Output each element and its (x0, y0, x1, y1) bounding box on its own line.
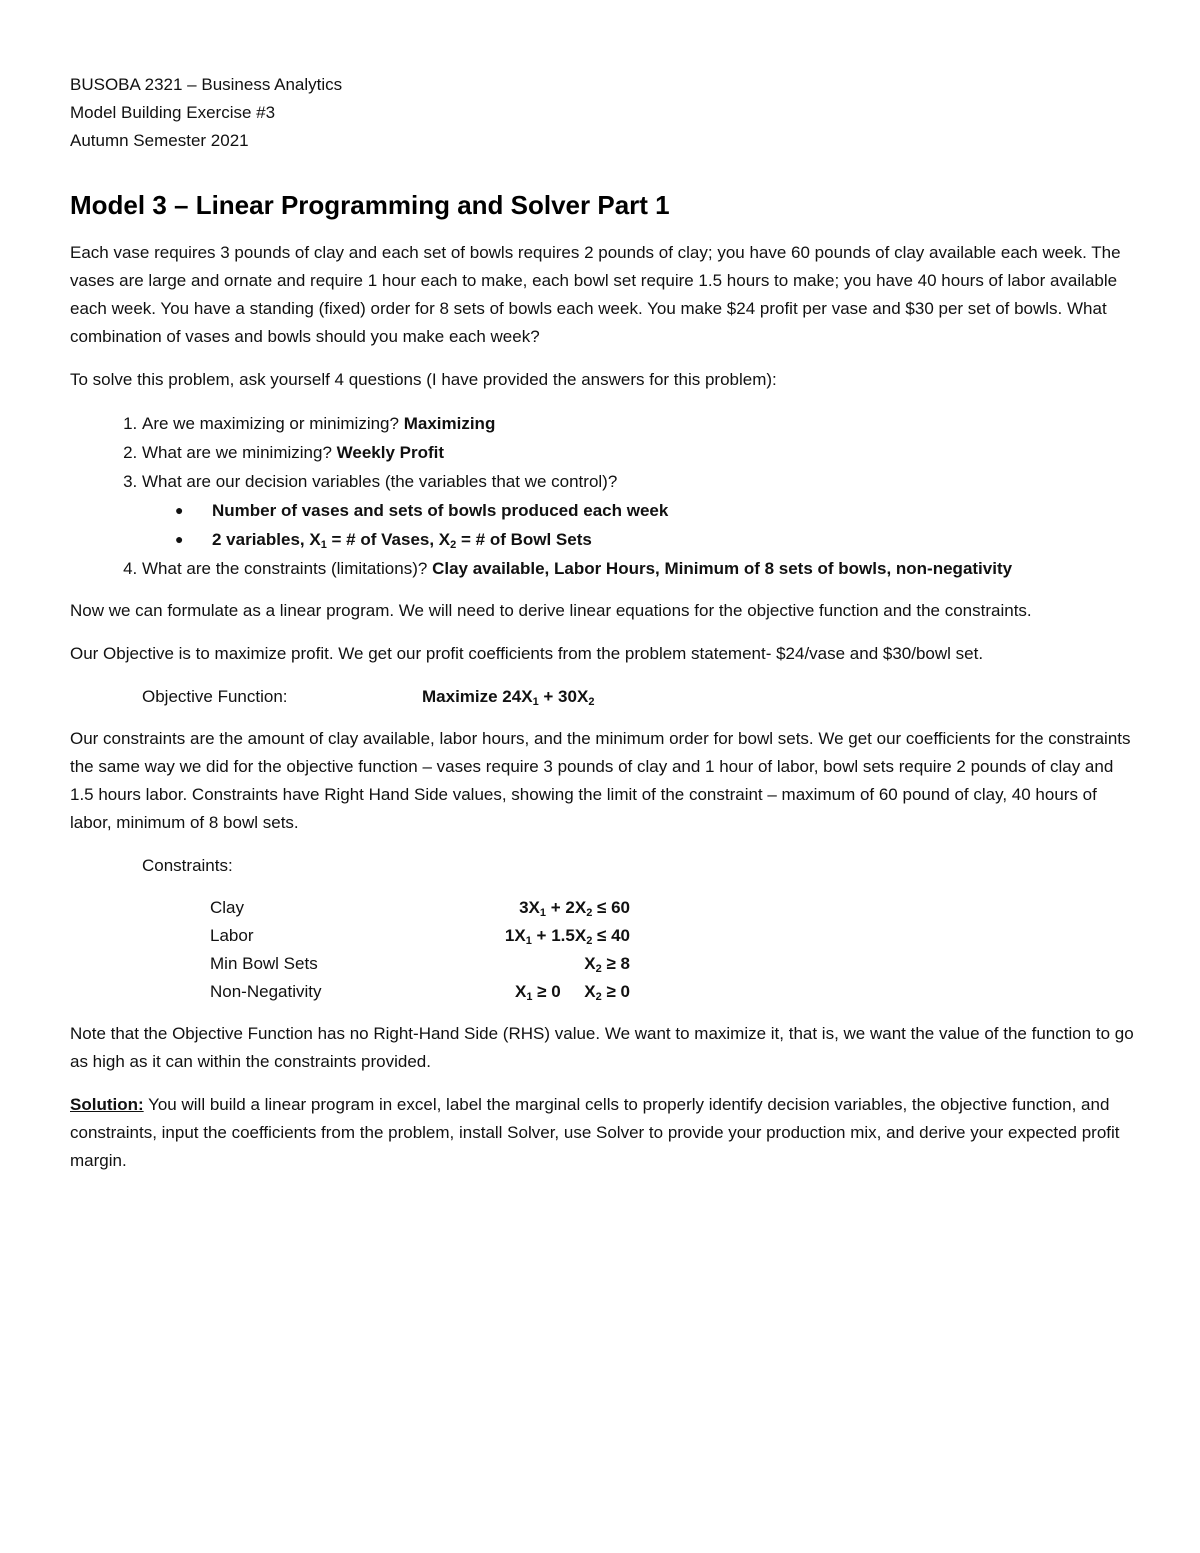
objective-function (142, 683, 1140, 711)
question-item: 2. What are we minimizing? Weekly Profit (142, 438, 1140, 467)
objective-paragraph: Our Objective is to maximize profit. We get our profit coefficients from the problem statement- $24/vase and $30/bowl set. (70, 644, 984, 663)
decision-variables-list (142, 496, 1140, 554)
objective-expression: Maximize $24X_1 + 30X_2$ (422, 687, 595, 708)
bullet-item: ● 2 variables, $X_1$ = # of Vases, $X_2$ = # of Bowl Sets (212, 525, 1140, 554)
constraint-row (210, 978, 630, 1006)
solution-paragraph (70, 1091, 1140, 1175)
answer: Weekly Profit (336, 443, 445, 462)
course-header (70, 71, 1140, 155)
problem-statement: Each vase requires 3 pounds of clay and each set of bowls requires 2 pounds of clay; you have 60 pounds of clay available each week. The vases are large and ornate and require 1 hour each to make, each bowl set require 1.5 hours to make; you have 40 hours of labor available each week. You have a standing (fixed) order for 8 sets of bowls each week. You make $24 profit per vase and $30 per set of bowls. What combination of vases and bowls should you make each week? (70, 243, 1121, 346)
constraints-table (210, 894, 630, 1006)
constraint-name: Labor (210, 926, 254, 945)
page-title: Model 3 – Linear Programming and Solver Part 1 (70, 190, 670, 220)
solution-text: You will build a linear program in excel, label the marginal cells to properly identify decision variables, the objective function, and constraints, input the coefficients from the problem, install Solver, use Solver to provide your production mix, and derive your expected profit margin. (70, 1095, 1120, 1170)
constraint-row (210, 922, 630, 950)
constraint-expression: $3X_1 + 2X_2 \le 60$ (519, 898, 630, 919)
answer: Clay available, Labor Hours, Minimum of 8 sets of bowls, non-negativity (432, 559, 1013, 578)
solution-label: Solution: (70, 1095, 144, 1114)
constraint-expression: $X_2 \ge 8$ (584, 954, 630, 975)
formulate-paragraph: Now we can formulate as a linear program. We will need to derive linear equations for the objective function and the constraints. (70, 601, 1032, 620)
constraint-name: Clay (210, 898, 245, 917)
constraint-expression: $X_1 \ge 0$ $X_2 \ge 0$ (514, 982, 630, 1003)
constraint-name: Non-Negativity (210, 982, 322, 1001)
bullet-item: ● Number of vases and sets of bowls produced each week (212, 496, 1140, 525)
question-item: 3. What are our decision variables (the variables that we control)? ● Number of vases and sets of bowls produced each week ● 2 variables, $X_1$ = # of Vases, $X_2$ = # of Bowl Sets (142, 467, 1140, 554)
constraint-row (210, 950, 630, 978)
constraint-row (210, 894, 630, 922)
constraint-expression: $1X_1 + 1.5X_2 \le 40$ (504, 926, 630, 947)
objective-label: Objective Function: (142, 687, 288, 706)
document-page (70, 71, 1140, 1190)
answer: Maximizing (403, 414, 496, 433)
constraint-name: Min Bowl Sets (210, 954, 318, 973)
bullet-icon: ● (175, 502, 184, 518)
question-item: 1. Are we maximizing or minimizing? Maximizing (142, 409, 1140, 438)
questions-intro: To solve this problem, ask yourself 4 questions (I have provided the answers for this problem): (70, 370, 777, 389)
question-item: 4. What are the constraints (limitations)? Clay available, Labor Hours, Minimum of 8 sets of bowls, non-negativity (142, 554, 1140, 583)
constraints-label: Constraints: (142, 856, 233, 875)
constraints-paragraph: Our constraints are the amount of clay available, labor hours, and the minimum order for bowl sets. We get our coefficients for the constraints the same way we did for the objective function – vases require 3 pounds of clay and 1 hour of labor, bowl sets require 2 pounds of clay and 1.5 hours labor. Constraints have Right Hand Side values, showing the limit of the constraint – maximum of 60 pound of clay, 40 hours of labor, minimum of 8 bowl sets. (70, 729, 1131, 832)
questions-list (70, 409, 1140, 583)
exercise-line: Model Building Exercise #3 (70, 103, 276, 122)
semester-line: Autumn Semester 2021 (70, 131, 249, 150)
bullet-icon: ● (175, 531, 184, 547)
course-line: BUSOBA 2321 – Business Analytics (70, 75, 343, 94)
note-paragraph: Note that the Objective Function has no Right-Hand Side (RHS) value. We want to maximize it, that is, we want the value of the function to go as high as it can within the constraints provided. (70, 1024, 1134, 1071)
